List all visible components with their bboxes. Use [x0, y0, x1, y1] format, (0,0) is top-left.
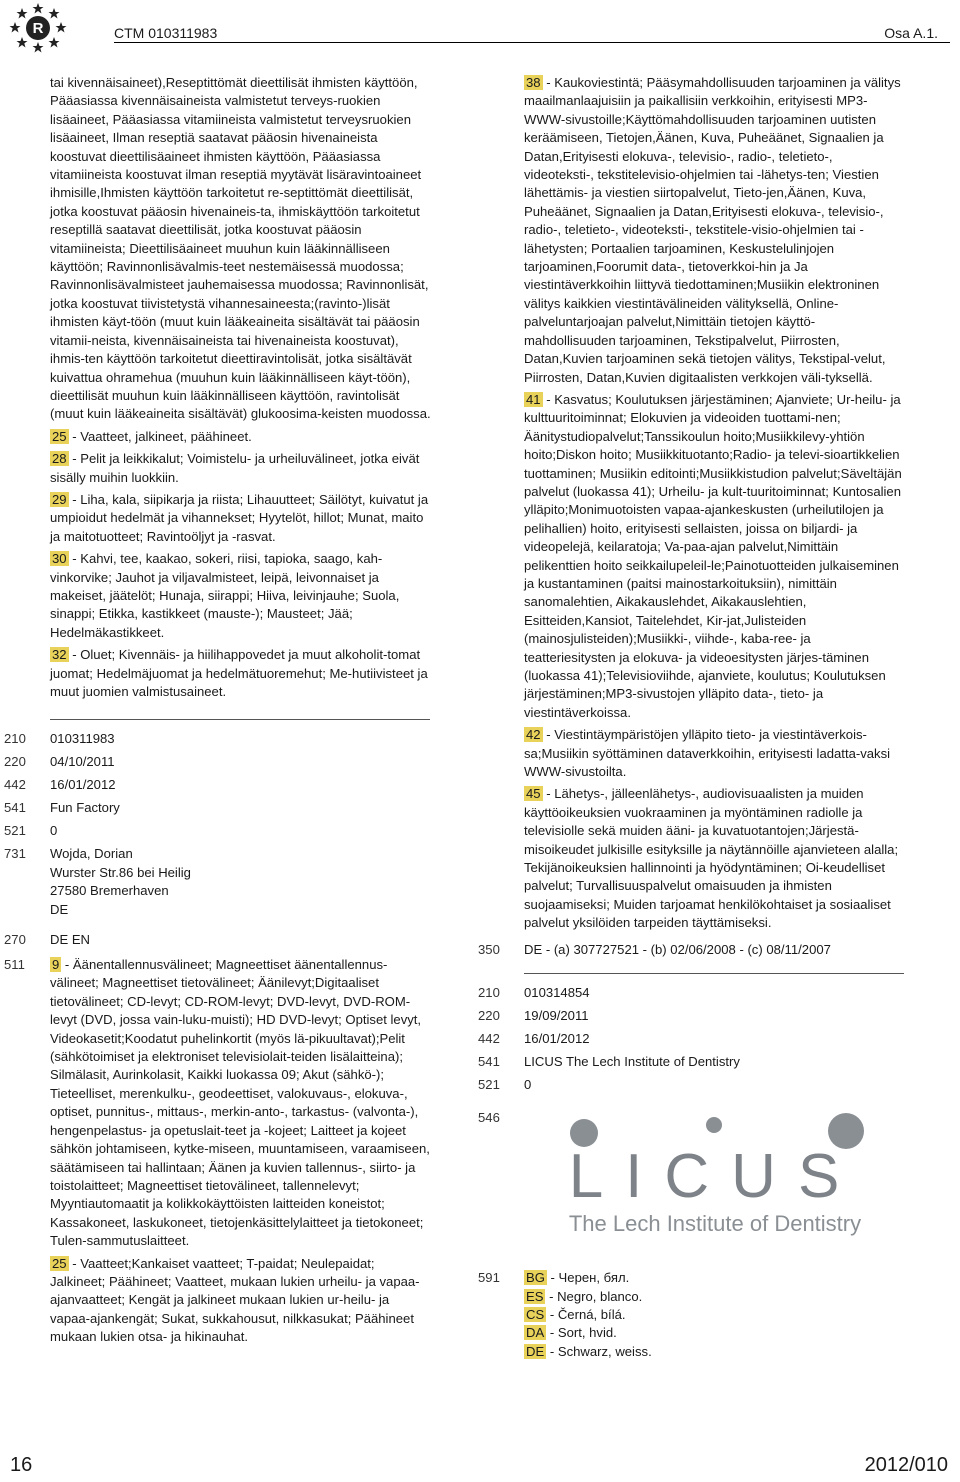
entry-divider [524, 973, 904, 974]
color-entry [524, 1269, 906, 1287]
class-entry [50, 491, 432, 546]
class-text: - Vaatteet;Kankaiset vaatteet; T-paidat; Neulepaidat; Jalkineet; Päähineet; Vaatteet, mukaan lukien urheilu- ja vapaa-ajanvaatteet; Kengät ja jalkineet mukaan lukien ur-heilu- ja vapaa-ajankengät; Sukat, sukkahousut, nilkkasukat; Päähineet mukaan lukien otsa- ja hikinauhat. [50, 1255, 420, 1345]
class-number: 9 [52, 957, 60, 973]
right-class-list [524, 74, 906, 937]
field-value: 04/10/2011 [50, 754, 115, 770]
priority-value: DE - (a) 307727521 - (b) 02/06/2008 - (c) 08/11/2007 [524, 941, 831, 957]
field-code: 442 [478, 1031, 500, 1047]
spacer [524, 933, 906, 937]
colors-list [524, 1269, 906, 1361]
class-entry [524, 785, 906, 932]
page-number: 16 [10, 1453, 33, 1476]
language-code: CS [526, 1306, 545, 1322]
owner-line: Wurster Str.86 bei Heilig [50, 864, 191, 880]
bibliographic-field [478, 1007, 906, 1030]
logo-word: LICUS [568, 1142, 862, 1212]
class-text: - Pelit ja leikkikalut; Voimistelu- ja urheiluvälineet, jotka eivät sisälly muihin luokkiin. [50, 451, 420, 485]
class-number: 45 [526, 786, 541, 802]
color-text: - Sort, hvid. [546, 1325, 617, 1341]
left-column [4, 74, 432, 1351]
field-value: 19/09/2011 [524, 1008, 589, 1024]
owner-block [4, 845, 432, 919]
field-code: 270 [4, 932, 26, 948]
goods-block [4, 956, 432, 1351]
field-value: 010314854 [524, 985, 590, 1001]
field-code: 541 [478, 1054, 500, 1070]
left-field-list [4, 730, 432, 845]
class-entry [524, 74, 906, 387]
class-text: - Kaukoviestintä; Pääsymahdollisuuden tarjoaminen ja välitys maailmanlaajuisiin ja paikallisiin verkkoihin, erityisesti MP3-WWW-sivustoille;Käyttömahdollisuuden tarjoaminen uutisten keräämiseen, Tietojen,Äänen, Kuva, Puheäänet, Signaalien ja Datan,Erityisesti elokuva-, televisio-, radio-, teletieto-, videoteksti-, tekstitelevisio-ohjelmien tai -lähetys-ten; Viestien lähettämis- ja viestien siirtopalvelut, Tieto-jen,Äänen, Kuva, Puheäänet, Signaalien ja Datan,Erityisesti elokuva-, televisio-, radio-, teletieto-, videoteksti-, tekstitele-visio-ohjelmien tai -lähetysten; Portaalien tarjoaminen, Keskustelulinjojen tarjoaminen,Foorumit data-, tietoverkkoi-hin ja Ja viestintäverkkoihin liittyvä tiedottaminen;Musiikin elektroninen välitys kaikkien viestintävälineiden välityksellä, Online-palveluntarjoajan palvelut,Nimittäin tietojen käyttö-mahdollisuuden tarjoaminen, Tekstipalvelut, Piirrosten, Datan,Kuvien tarjoaminen sekä tietojen välitys, Tekstipal-velut, Piirrosten, Datan,Kuvien digitaalisten verkkojen väli-tyksellä. [524, 75, 901, 385]
colors-block [478, 1269, 906, 1361]
color-text: - Negro, blanco. [545, 1288, 643, 1304]
class-number: 30 [52, 551, 67, 567]
left-class-list [50, 424, 432, 706]
language-code: DE [526, 1343, 545, 1359]
class-entry [50, 956, 432, 1251]
field-code: 591 [478, 1270, 500, 1286]
bibliographic-field [478, 984, 906, 1007]
field-code: 731 [4, 846, 26, 862]
emblem-icon [8, 2, 68, 56]
color-text: - Черен, бял. [546, 1270, 630, 1286]
class-entry [50, 450, 432, 487]
class-text: - Oluet; Kivennäis- ja hiilihappovedet ja muut alkoholit-tomat juomat; Hedelmäjuomat ja hedelmätuoremehut; Me-hutiivisteet ja muut juomien valmistusaineet. [50, 647, 428, 699]
issue-number: 2012/010 [864, 1453, 948, 1476]
owner-line: 27580 Bremerhaven [50, 883, 169, 899]
field-code: 521 [478, 1077, 500, 1093]
field-value: 010311983 [50, 731, 115, 747]
header-divider [114, 42, 950, 43]
field-value: 16/01/2012 [50, 777, 116, 793]
class-entry [50, 428, 432, 446]
class-entry [524, 391, 906, 722]
licus-logo [524, 1109, 906, 1239]
class-text: - Vaatteet, jalkineet, päähineet. [68, 428, 252, 444]
figurative-block [478, 1109, 906, 1239]
priority-block [478, 941, 906, 959]
class-text: - Liha, kala, siipikarja ja riista; Lihauutteet; Säilötyt, kuivatut ja umpioidut hedelmät ja vihannekset; Hyytelöt, hillot; Munat, maito ja maitotuotteet; Ravintoöljyt ja -rasvat. [50, 491, 429, 544]
bibliographic-field [4, 822, 432, 845]
owner-line: DE [50, 901, 69, 917]
trademark-image [524, 1109, 906, 1239]
color-entry [524, 1324, 906, 1342]
field-code: 442 [4, 777, 26, 793]
field-code: 350 [478, 941, 500, 957]
svg-text:R: R [32, 20, 44, 37]
language-code: ES [526, 1288, 544, 1304]
class-number: 42 [526, 727, 541, 743]
bibliographic-field [478, 1053, 906, 1076]
field-code: 210 [478, 985, 500, 1001]
class-number: 41 [526, 391, 541, 407]
bibliographic-field [478, 1030, 906, 1053]
part-label: Osa A.1. [884, 25, 938, 41]
document-number: CTM 010311983 [114, 25, 218, 41]
spacer [50, 1347, 432, 1351]
class-entry [524, 726, 906, 781]
spacer [50, 701, 432, 705]
goods-list [50, 956, 432, 1351]
entry-divider [50, 719, 430, 720]
logo-tagline: The Lech Institute of Dentistry [568, 1211, 862, 1237]
field-code: 511 [4, 957, 25, 973]
field-code: 210 [4, 731, 26, 747]
class-entry [50, 646, 432, 701]
field-code: 220 [478, 1008, 500, 1024]
class-text: - Kahvi, tee, kaakao, sokeri, riisi, tapioka, saago, kah-vinkorvike; Jauhot ja viljavalmisteet, leipä, leivonnaiset ja makeiset, jäätelöt; Hunaja, siirappi; Hiiva, leivinjauhe; Suola, sinappi; Etikka, kastikkeet (mauste-); Mausteet; Jää; Hedelmäkastikkeet. [50, 551, 400, 640]
owner-line: Wojda, Dorian [50, 846, 133, 862]
right-field-list [478, 984, 906, 1099]
field-value: Fun Factory [50, 800, 120, 816]
field-code: 541 [4, 800, 26, 816]
bibliographic-field [4, 776, 432, 799]
class-number: 29 [52, 491, 67, 507]
page-header [0, 0, 960, 44]
color-entry [524, 1343, 906, 1361]
field-value: 0 [50, 823, 58, 839]
class-number: 25 [52, 428, 67, 444]
class-number: 38 [526, 75, 541, 90]
right-column [478, 74, 906, 1361]
class-text: - Viestintäympäristöjen ylläpito tieto- ja viestintäverkois-sa;Musiikin syöttäminen dataverkkoihin, erityisesti ladatta-vaksi WWW-sivustoilta. [524, 727, 891, 780]
language-code: DA [526, 1325, 545, 1341]
bibliographic-field [478, 1076, 906, 1099]
field-value: 16/01/2012 [524, 1031, 590, 1047]
field-code: 521 [4, 823, 26, 839]
bibliographic-field [4, 753, 432, 776]
language-value: DE EN [50, 932, 91, 948]
class-number: 28 [52, 451, 67, 467]
class-number: 25 [52, 1255, 67, 1271]
field-value: 0 [524, 1077, 532, 1093]
class-entry [50, 550, 432, 642]
class-entry [50, 1255, 432, 1347]
color-entry [524, 1288, 906, 1306]
field-code: 546 [478, 1110, 500, 1126]
class-text: - Kasvatus; Koulutuksen järjestäminen; Ajanviete; Ur-heilu- ja kulttuuritoiminnat; Elokuvien ja videoiden tuottami-nen; Äänitystudiopalvelut;Tanssikoulun hoito;Musiikkilevy-yhtiön hoito;Diskon hoito; Musiikkituotanto;Radio- ja televi-sioartikkelien tuottaminen; Musiikin editointi;Musiikkistudion palvelut;Säveltäjän palvelut (luokassa 41); Urheilu- ja kult-tuuritoiminnat; Kuntosalien ylläpito;Monimuotoisten vapaa-ajankeskusten (urheilutilojen ja pelihallien) hoito, erityisesti sellaisten, joissa on biljardi- ja videopelejä, keilaratoja; Va-paa-ajan palvelut,Nimittäin pelikenttien hoito seikkailupeleil-le;Painotuotteiden julkaiseminen ja kustantaminen (paitsi mainostarkoituksiin), nimittäin sanomalehtien, Aikakauslehdet, Aikakauslehtien, Esitteiden,Kansiot, Taitelehdet, Kir-jat,Julisteiden (mainosjulisteiden);Musiikki-, viihde-, kaba-ree- ja teatteriesitysten ja elokuva- ja videoesitysten järjes-täminen (luokassa 41);Televisioviihde, ajanviete, koulutus; Koulutuksen järjestäminen;MP3-sivustojen ylläpito data-, tieto- ja viestintäverkoissa. [524, 391, 902, 720]
color-entry [524, 1306, 906, 1324]
goods-continuation: tai kivennäisaineet),Reseptittömät dieettilisät ihmisten käyttöön, Pääasiassa kivennäisaineista valmistetut terveys-ruokien lisäaineet, Pääasiassa vitamiineista valmistetut terveysruokien lisäaineet, Ilman reseptiä saatavat pääosin hivenaineista koostuvat dieettilisäaineet ihmisten käyttöön, Pääasiassa vitamiineista koostuvat ilman reseptiä myytävät lisäravintoaineet ihmisille,Ihmisten käyttöön tarkoitetut re-septittömät dieettilisät, jotka koostuvat pääosin hivenaineis-ta, ihmiskäyttöön tarkoitetut reseptillä saatavat dieettilisät, jotka koostuvat pääosin vitamiineista; Dieettilisäaineet muuhun kuin lääkinnälliseen käyttöön; Ravinnonlisävalmis-teet nestemäisessä muodossa; Ravinnonlisävalmisteet jauhemaisessa muodossa; Ravinnonlisät, jotka koostuvat tiivistetystä vihannesaineesta;(ravinto-)lisät ihmisten käyt-töön (muut kuin lääkeaineita sisältävät tai pääosin vitamii-neista, kivennäisaineista tai hivenaineista koostuvat), ihmis-ten käyttöön tarkoitetut dieettiravintolisät, jotka sisältävät kuivattua ohramehua (muuhun kuin lääkinnälliseen käyt-töön), dieettilisät muuhun kuin lääkinnälliseen käyttöön, ravintolisät (muut kuin lääkeaineita sisältävät) glukoosima-keisten muodossa. [50, 75, 431, 422]
bibliographic-field [4, 799, 432, 822]
owner-lines [50, 845, 432, 919]
class-text: - Lähetys-, jälleenlähetys-, audiovisuaalisten ja muiden käyttöoikeuksien vuokraaminen ja myöntäminen radiolle ja televisiolle sekä muiden ääni- ja kuvatuotantojen;Järjestä-misoikeudet julkisille esityksille ja näytännöille ajanvieteen alalla; Tekijänoikeuksien hallinnointi ja hyödyntäminen; Oi-keudelliset palvelut; Turvallisuuspalvelut omaisuuden ja ihmisten suojaamiseksi; Muiden tarjoamat henkilökohtaiset ja sosiaaliset palvelut yksilöiden tarpeiden täyttämiseksi. [524, 786, 899, 931]
color-text: - Černá, bílá. [546, 1306, 626, 1322]
language-code: BG [526, 1270, 545, 1286]
class-number: 32 [52, 647, 67, 663]
bibliographic-field [4, 730, 432, 753]
field-code: 220 [4, 754, 26, 770]
class-text: - Äänentallennusvälineet; Magneettiset äänentallennus-välineet; Magneettiset tietovälineet; Äänilevyt;Digitaaliset tietovälineet; CD-levyt; CD-ROM-levyt; DVD-levyt, DVD-ROM-levyt (DVD, jossa vain-luku-muisti); HD DVD-levyt; Optiset levyt, Videokasetit;Koodatut puhelinkortit (myös lä-pikuultavat);Pelit (sähkötoimiset ja elektroniset televisiolait-teiden lisälaitteina); Silmälasit, Aurinkolasit, Kaikki luokassa 09; Akut (sähkö-); Tieteelliset, merenkulku-, geodeettiset, valokuvaus-, elokuva-, optiset, punnitus-, mittaus-, merkin-anto-, tarkastus- (valvonta-), hengenpelastus- ja opetuslait-teet ja -kojeet; Laitteet ja kojeet sähkön johtamiseen, kytke-miseen, muuntamiseen, varaamiseen, säätämiseen tai hallintaan; Äänen ja kuvien tallennus-, siirto- ja toistolaitteet; Magneettiset tietovälineet, tallennelevyt; Myyntiautomaatit ja kolikkokäyttöisten laitteiden koneistot; Kassakoneet, laskukoneet, tietojenkäsittelylaitteet ja tietokoneet; Tulen-sammutuslaitteet. [50, 957, 430, 1249]
color-text: - Schwarz, weiss. [546, 1343, 652, 1359]
field-value: LICUS The Lech Institute of Dentistry [524, 1054, 740, 1070]
language-field [4, 931, 432, 954]
